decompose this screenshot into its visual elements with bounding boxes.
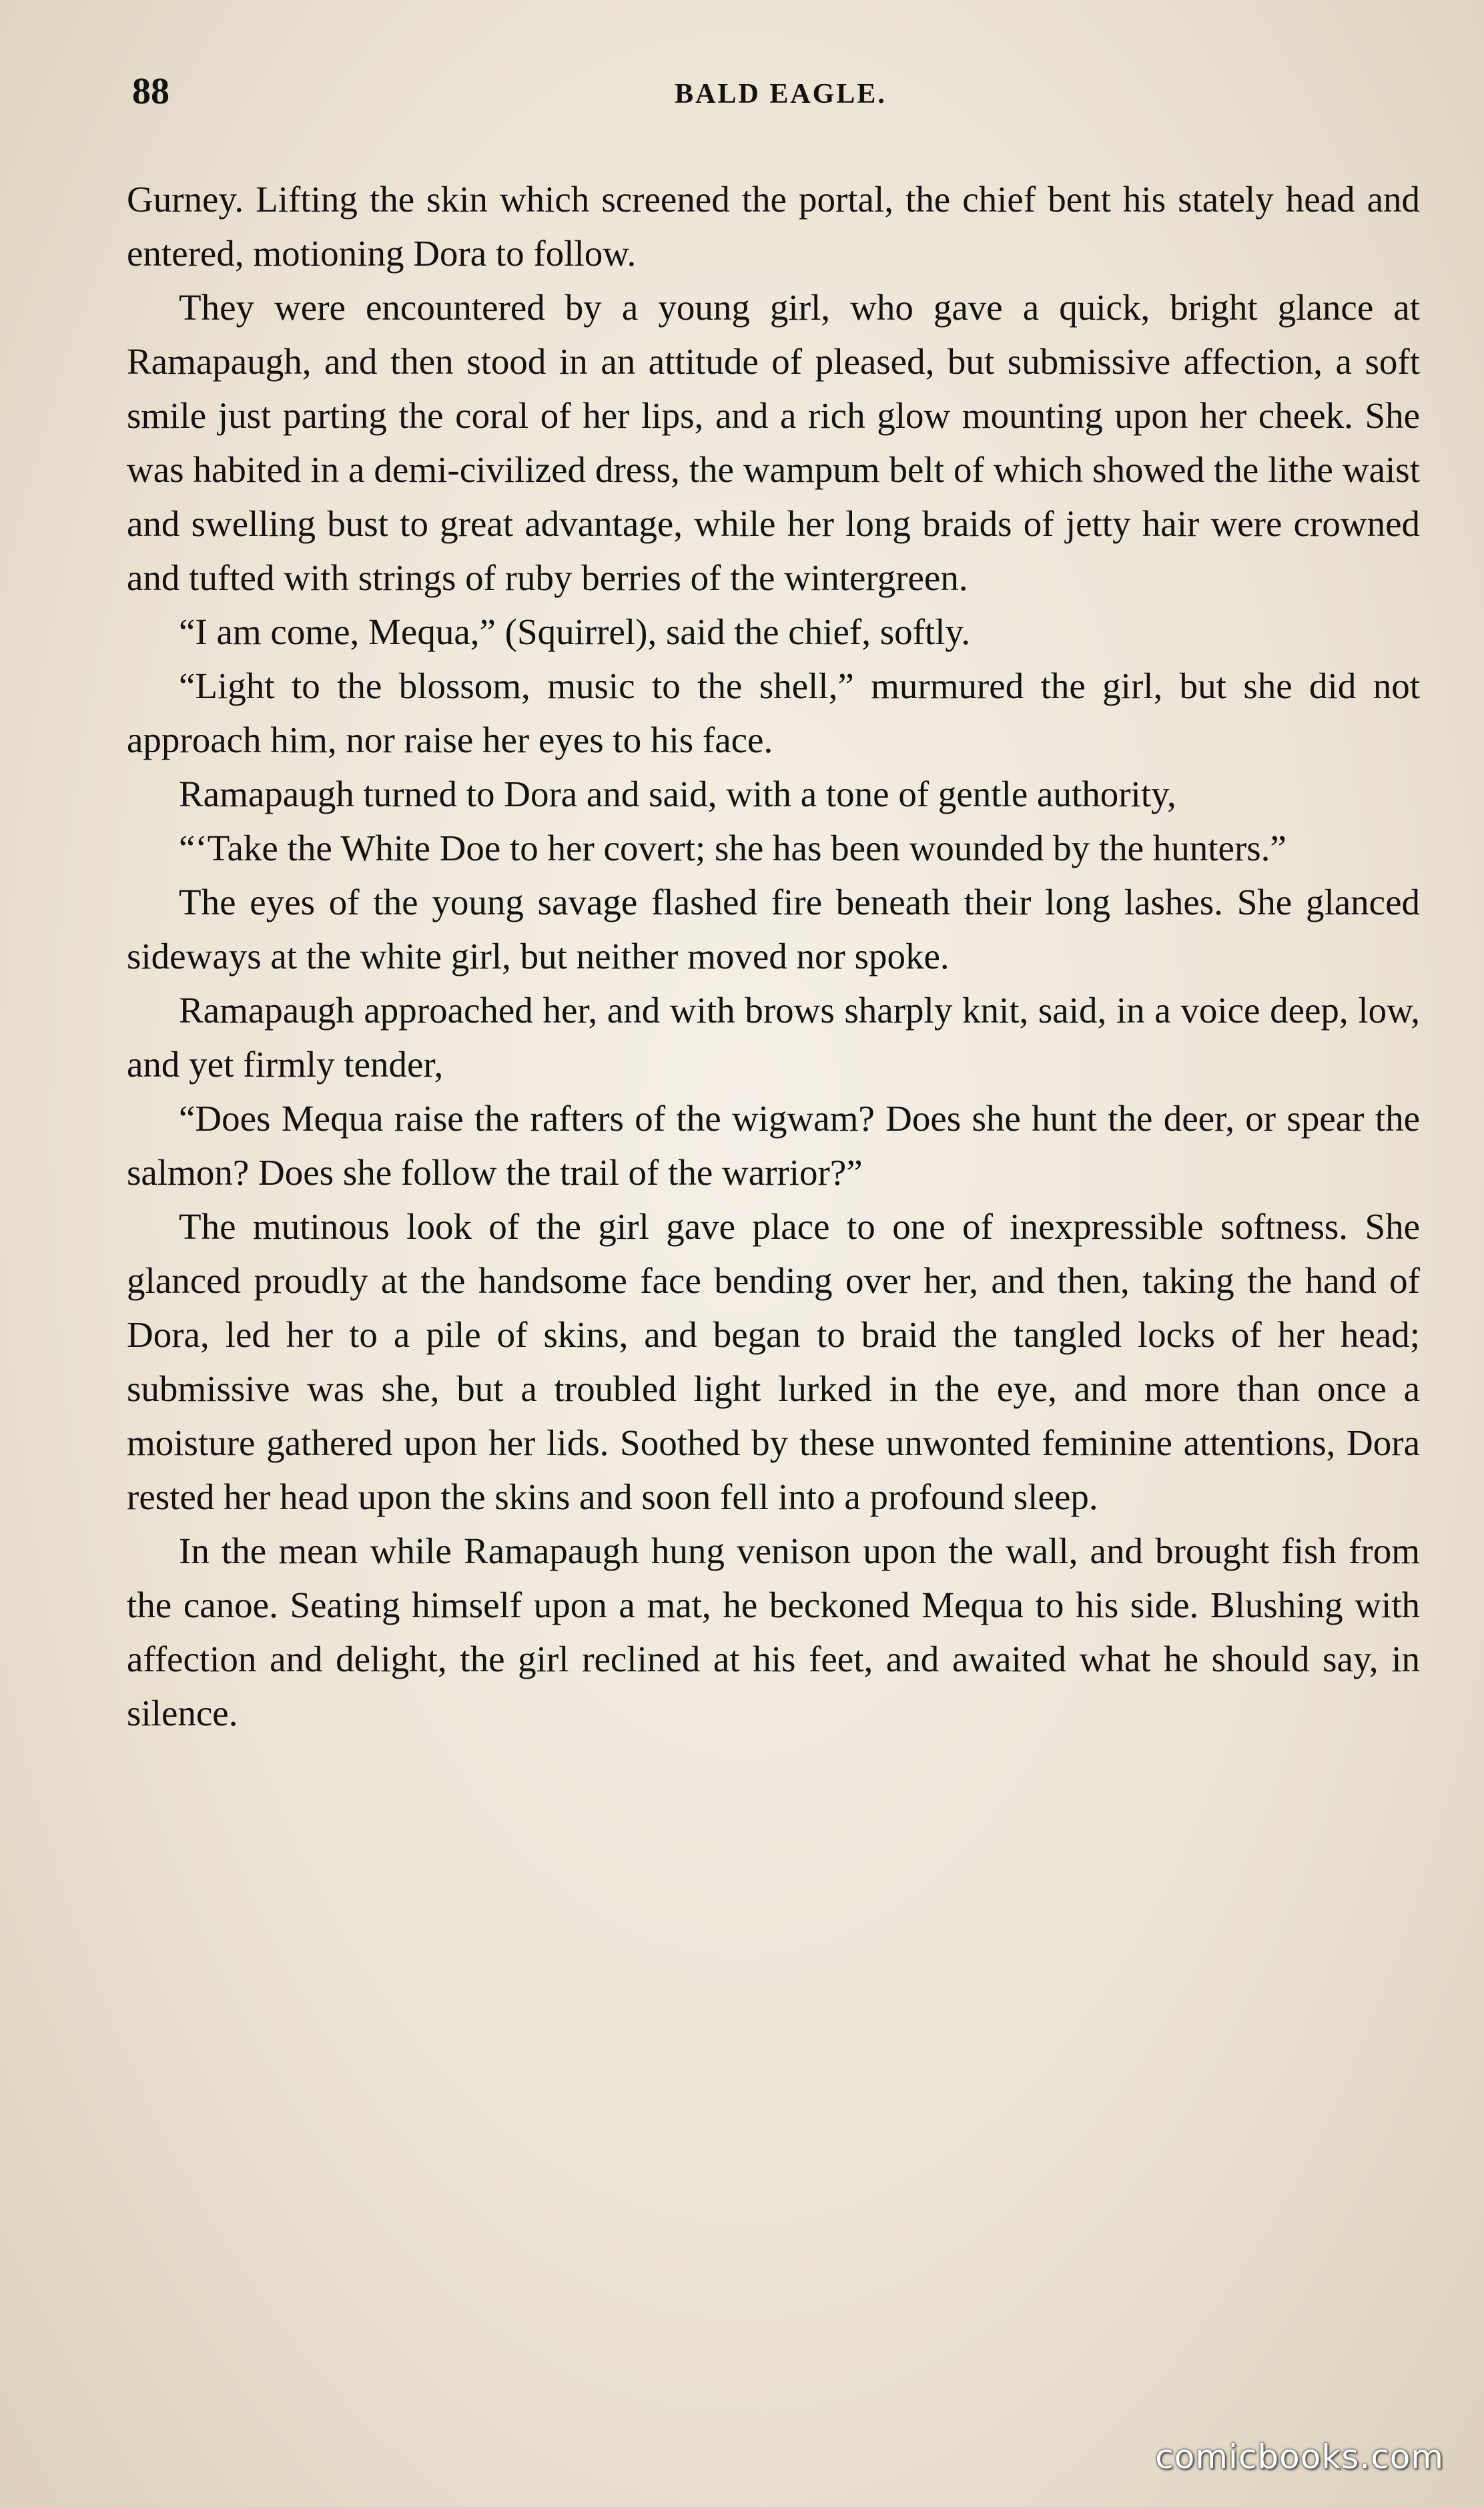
paragraph: “Does Mequa raise the rafters of the wigwam? Does she hunt the deer, or spear the salmon? Does she follow the trail of the warrior?” xyxy=(127,1098,1420,1193)
paragraph: Ramapaugh approached her, and with brows sharply knit, said, in a voice deep, low, and yet firmly tender, xyxy=(127,990,1420,1085)
page-number: 88 xyxy=(132,71,169,112)
running-head xyxy=(127,70,1435,123)
paragraph: They were encountered by a young girl, who gave a quick, bright glance at Ramapaugh, and then stood in an attitude of pleased, but submissive affection, a soft smile just parting the coral of her lips, and a rich glow mounting upon her cheek. She was habited in a demi-civilized dress, the wampum belt of which showed the lithe waist and swelling bust to great advantage, while her long braids of jetty hair were crowned and tufted with strings of ruby berries of the wintergreen. xyxy=(127,287,1420,598)
paragraph: “‘Take the White Doe to her covert; she has been wounded by the hunters.” xyxy=(179,828,1286,868)
paragraph: Ramapaugh turned to Dora and said, with a tone of gentle authority, xyxy=(179,774,1176,814)
running-title: BALD EAGLE. xyxy=(675,79,887,109)
paragraph: “Light to the blossom, music to the shell,” murmured the girl, but she did not approach him, nor raise her eyes to his face. xyxy=(127,665,1420,760)
watermark: comicbooks.com xyxy=(1155,2438,1444,2476)
paragraph: The eyes of the young savage flashed fire beneath their long lashes. She glanced sideways at the white girl, but neither moved nor spoke. xyxy=(127,882,1420,977)
paragraph: In the mean while Ramapaugh hung venison upon the wall, and brought fish from the canoe. Seating himself upon a mat, he beckoned Mequa to his side. Blushing with affection and delight, the girl reclined at his feet, and awaited what he should say, in silence. xyxy=(127,1530,1420,1733)
paragraph: “I am come, Mequa,” (Squirrel), said the chief, softly. xyxy=(179,611,971,652)
paragraph: The mutinous look of the girl gave place to one of inexpressible softness. She glanced proudly at the handsome face bending over her, and then, taking the hand of Dora, led her to a pile of skins, and began to braid the tangled locks of her head; submissive was she, but a troubled light lurked in the eye, and more than once a moisture gathered upon her lids. Soothed by these unwonted feminine attentions, Dora rested her head upon the skins and soon fell into a profound sleep. xyxy=(127,1206,1420,1517)
paragraph: Gurney. Lifting the skin which screened the portal, the chief bent his stately head and entered, motioning Dora to follow. xyxy=(127,179,1420,274)
body-text xyxy=(127,172,1420,1740)
